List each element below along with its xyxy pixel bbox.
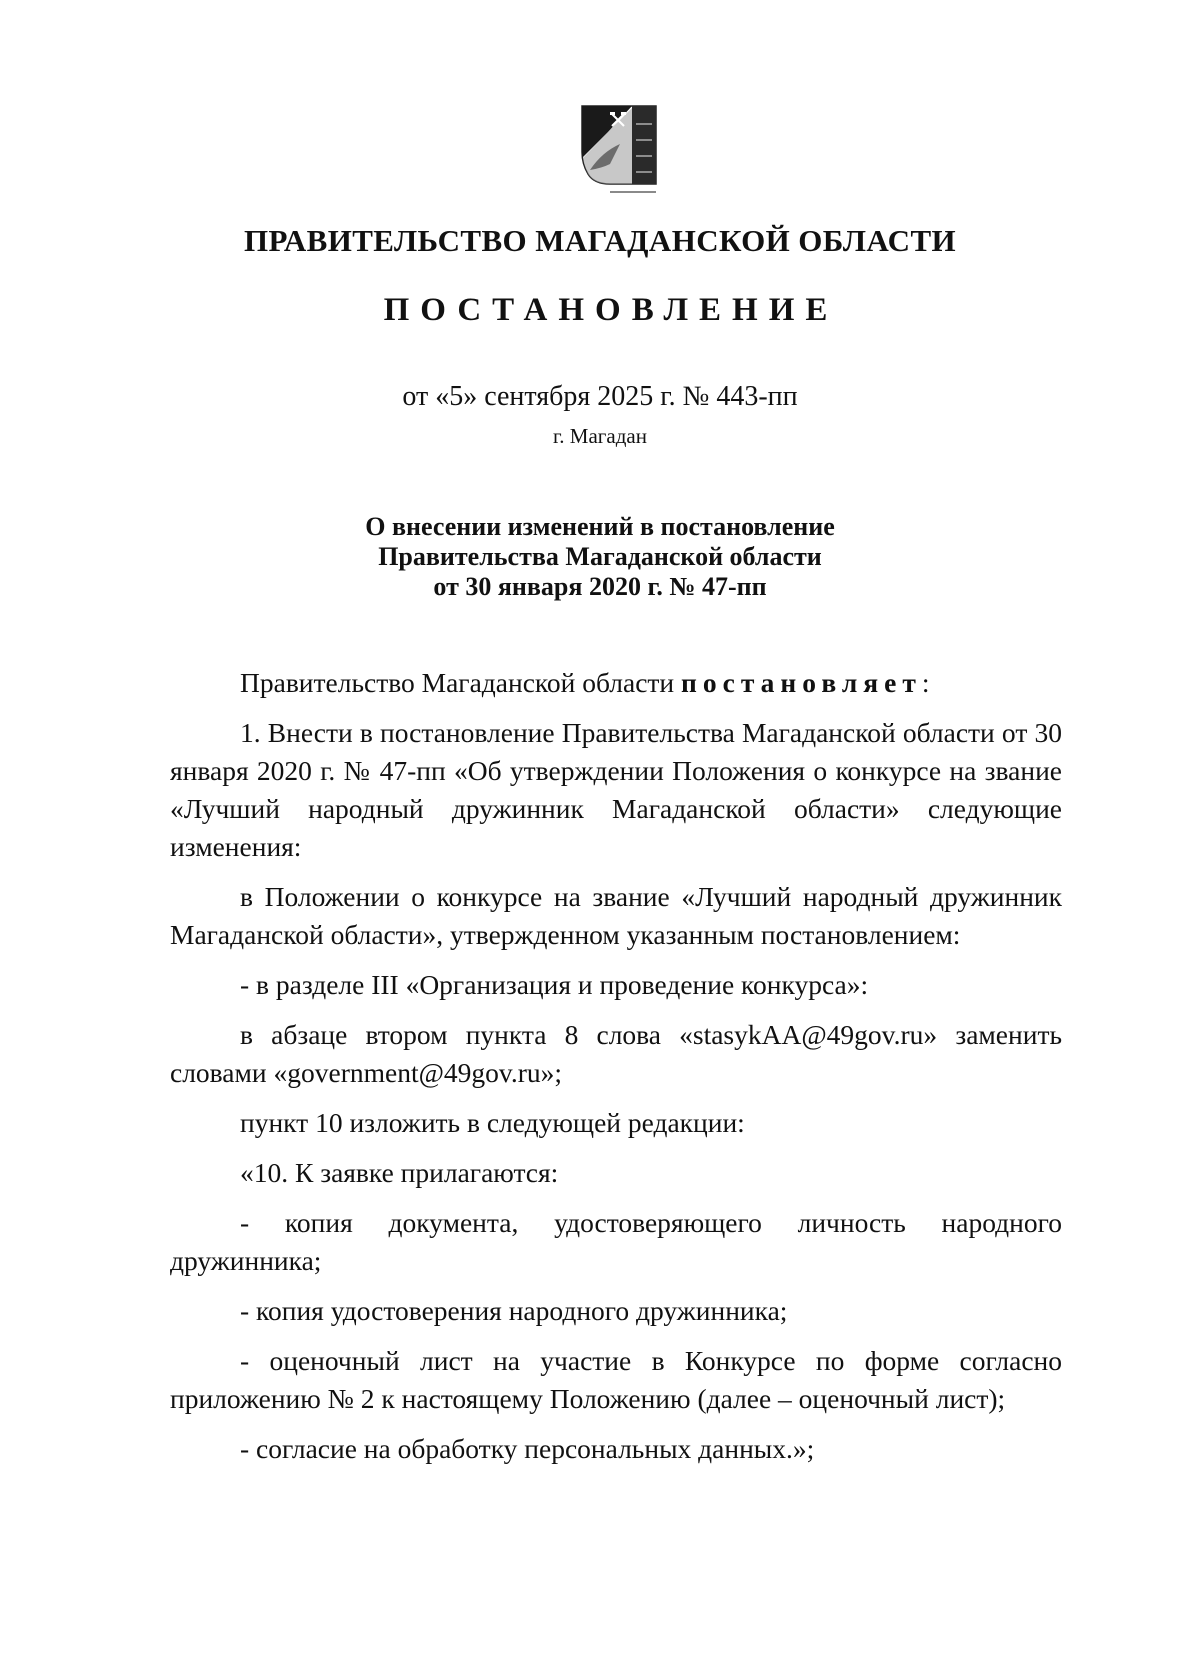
body-paragraph: - копия документа, удостоверяющего личность народного дружинника; bbox=[170, 1207, 1062, 1276]
document-city: г. Магадан bbox=[553, 424, 647, 448]
document-type: ПОСТАНОВЛЕНИЕ bbox=[383, 292, 839, 328]
body-paragraph: «10. К заявке прилагаются: bbox=[240, 1157, 559, 1188]
body-paragraph: в Положении о конкурсе на звание «Лучший народный дружинник Магаданской области», утвержденном указанным постановлением: bbox=[170, 881, 1062, 950]
body-paragraph: - копия удостоверения народного дружинника; bbox=[240, 1295, 788, 1326]
subject-line-1: О внесении изменений в постановление bbox=[365, 512, 835, 541]
intro-verb: постановляет bbox=[681, 667, 922, 698]
subject-line-2: Правительства Магаданской области bbox=[378, 542, 822, 571]
body-paragraph: - согласие на обработку персональных данных.»; bbox=[240, 1433, 815, 1464]
intro-suffix: : bbox=[921, 667, 930, 698]
intro-paragraph bbox=[170, 664, 1062, 702]
document-subject bbox=[0, 512, 1200, 602]
subject-line-3: от 30 января 2020 г. № 47-пп bbox=[433, 572, 767, 601]
body-paragraph: пункт 10 изложить в следующей редакции: bbox=[240, 1107, 745, 1138]
body-paragraph: в абзаце втором пункта 8 слова «stasykAA@49gov.ru» заменить словами «government@49gov.ru»; bbox=[170, 1019, 1062, 1088]
intro-prefix: Правительство Магаданской области bbox=[240, 667, 682, 698]
body-paragraph: 1. Внести в постановление Правительства Магаданской области от 30 января 2020 г. № 47-пп «Об утверждении Положения о конкурсе на звание «Лучший народный дружинник Магаданской области» следующие изменения: bbox=[170, 717, 1062, 862]
government-title: ПРАВИТЕЛЬСТВО МАГАДАНСКОЙ ОБЛАСТИ bbox=[243, 223, 957, 258]
body-paragraph: - в разделе III «Организация и проведение конкурса»: bbox=[240, 969, 869, 1000]
body-paragraph: - оценочный лист на участие в Конкурсе по форме согласно приложению № 2 к настоящему Положению (далее – оценочный лист); bbox=[170, 1345, 1062, 1414]
document-body bbox=[170, 664, 1062, 1480]
document-date-number: от «5» сентября 2025 г. № 443-пп bbox=[402, 381, 798, 412]
coat-of-arms-icon bbox=[580, 104, 658, 198]
